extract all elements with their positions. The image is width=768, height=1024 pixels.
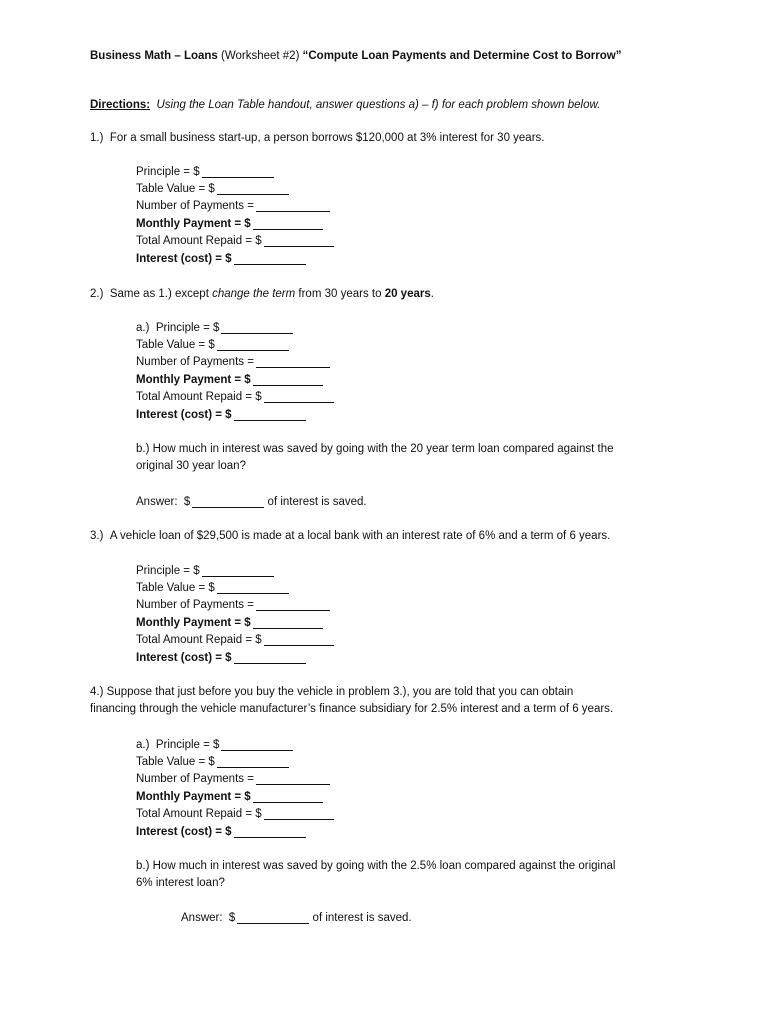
text-label: Monthly Payment = $ <box>136 791 251 803</box>
text-label: Interest (cost) = $ <box>136 253 232 265</box>
answer-blank[interactable] <box>221 321 293 335</box>
principle-field <box>136 165 274 179</box>
monthly-payment-field <box>136 373 323 387</box>
interest-cost-field <box>136 252 306 266</box>
answer-blank[interactable] <box>192 495 264 509</box>
worksheet-title <box>90 49 621 63</box>
problem-1-statement <box>90 131 544 145</box>
principle-field <box>136 738 293 752</box>
answer-blank[interactable] <box>217 338 289 352</box>
problem-4-statement <box>90 685 573 699</box>
answer-blank[interactable] <box>217 182 289 196</box>
answer-blank[interactable] <box>264 807 334 821</box>
principle-field <box>136 321 293 335</box>
text-label: Table Value = $ <box>136 183 215 195</box>
text-label: Using the Loan Table handout, answer questions a) – f) for each problem shown below. <box>156 99 601 111</box>
interest-cost-field <box>136 651 306 665</box>
answer-blank[interactable] <box>202 564 274 578</box>
text-label: Number of Payments = <box>136 773 254 785</box>
answer-blank[interactable] <box>234 825 306 839</box>
answer-blank[interactable] <box>217 755 289 769</box>
text-label: Principle = $ <box>155 322 220 334</box>
text-label: Answer: <box>181 912 223 924</box>
text-label: change the term <box>212 288 296 300</box>
problem-2b-question-cont: original 30 year loan? <box>136 460 246 472</box>
text-label: 3.) <box>90 530 104 542</box>
text-label: Principle = $ <box>155 739 220 751</box>
answer-blank[interactable] <box>253 790 323 804</box>
text-label: A vehicle loan of $29,500 is made at a local bank with an interest rate of 6% and a term of 6 years. <box>109 530 611 542</box>
text-label: Table Value = $ <box>136 339 215 351</box>
answer-blank[interactable] <box>264 633 334 647</box>
text-label: 1.) <box>90 132 104 144</box>
text-label: a.) <box>136 322 150 334</box>
table-value-field <box>136 338 289 352</box>
interest-cost-field <box>136 825 306 839</box>
text-label: of interest is saved. <box>312 912 412 924</box>
answer-blank[interactable] <box>256 355 330 369</box>
monthly-payment-field <box>136 217 323 231</box>
text-label: of interest is saved. <box>267 496 367 508</box>
answer-blank[interactable] <box>234 408 306 422</box>
problem-2-answer: Answer: $ of interest is saved. <box>136 496 367 508</box>
number-of-payments-field <box>136 598 330 612</box>
monthly-payment-field <box>136 616 323 630</box>
text-label: Principle = $ <box>136 565 200 577</box>
total-repaid-field <box>136 633 334 647</box>
text-label: Principle = $ <box>136 166 200 178</box>
answer-blank[interactable] <box>256 598 330 612</box>
answer-blank[interactable] <box>256 772 330 786</box>
text-label: (Worksheet #2) <box>217 50 303 62</box>
text-label: Suppose that just before you buy the vehicle in problem 3.), you are told that you can obtain <box>106 686 574 698</box>
text-label: Interest (cost) = $ <box>136 652 232 664</box>
text-label: Answer: <box>136 496 178 508</box>
answer-blank[interactable] <box>256 199 330 213</box>
text-label: 2.) <box>90 288 104 300</box>
text-label: Total Amount Repaid = $ <box>136 391 262 403</box>
number-of-payments-field <box>136 772 330 786</box>
text-label: Monthly Payment = $ <box>136 617 251 629</box>
answer-blank[interactable] <box>237 911 309 925</box>
text-label: Number of Payments = <box>136 200 254 212</box>
answer-blank[interactable] <box>264 390 334 404</box>
text-label: Total Amount Repaid = $ <box>136 808 262 820</box>
principle-field <box>136 564 274 578</box>
problem-2b-question: b.) How much in interest was saved by going with the 20 year term loan compared against the <box>136 443 614 455</box>
answer-blank[interactable] <box>253 616 323 630</box>
problem-2-statement <box>90 287 434 301</box>
text-label: Table Value = $ <box>136 756 215 768</box>
answer-blank[interactable] <box>217 581 289 595</box>
text-label: Same as 1.) except <box>109 288 213 300</box>
text-label: Total Amount Repaid = $ <box>136 634 262 646</box>
answer-blank[interactable] <box>221 738 293 752</box>
problem-4b-question-cont: 6% interest loan? <box>136 877 225 889</box>
text-label: Interest (cost) = $ <box>136 409 232 421</box>
problem-4b-question: b.) How much in interest was saved by going with the 2.5% loan compared against the original <box>136 860 616 872</box>
total-repaid-field <box>136 807 334 821</box>
text-label: Directions: <box>90 99 151 111</box>
text-label: . <box>430 288 434 300</box>
total-repaid-field <box>136 390 334 404</box>
interest-cost-field <box>136 408 306 422</box>
table-value-field <box>136 182 289 196</box>
text-label: Number of Payments = <box>136 599 254 611</box>
text-label: 4.) <box>90 686 104 698</box>
answer-blank[interactable] <box>253 373 323 387</box>
answer-blank[interactable] <box>234 651 306 665</box>
directions <box>90 98 600 112</box>
text-label: Interest (cost) = $ <box>136 826 232 838</box>
number-of-payments-field <box>136 355 330 369</box>
text-label: Business Math – Loans <box>90 50 218 62</box>
text-label: Table Value = $ <box>136 582 215 594</box>
monthly-payment-field <box>136 790 323 804</box>
answer-blank[interactable] <box>234 252 306 266</box>
text-label: Monthly Payment = $ <box>136 218 251 230</box>
problem-4-answer: Answer: $ of interest is saved. <box>181 912 412 924</box>
text-label: a.) <box>136 739 150 751</box>
answer-blank[interactable] <box>253 217 323 231</box>
number-of-payments-field <box>136 199 330 213</box>
answer-blank[interactable] <box>202 165 274 179</box>
text-label: from 30 years to <box>295 288 385 300</box>
total-repaid-field <box>136 234 334 248</box>
problem-3-statement <box>90 529 610 543</box>
table-value-field <box>136 755 289 769</box>
text-label: Monthly Payment = $ <box>136 374 251 386</box>
text-label: 20 years <box>384 288 431 300</box>
text-label: Number of Payments = <box>136 356 254 368</box>
text-label: For a small business start-up, a person borrows $120,000 at 3% interest for 30 years. <box>109 132 545 144</box>
answer-blank[interactable] <box>264 234 334 248</box>
text-label: Total Amount Repaid = $ <box>136 235 262 247</box>
problem-4-statement-cont: financing through the vehicle manufacturer’s finance subsidiary for 2.5% interest and a term of 6 years. <box>90 703 614 715</box>
text-label: “Compute Loan Payments and Determine Cost to Borrow” <box>302 50 622 62</box>
table-value-field <box>136 581 289 595</box>
